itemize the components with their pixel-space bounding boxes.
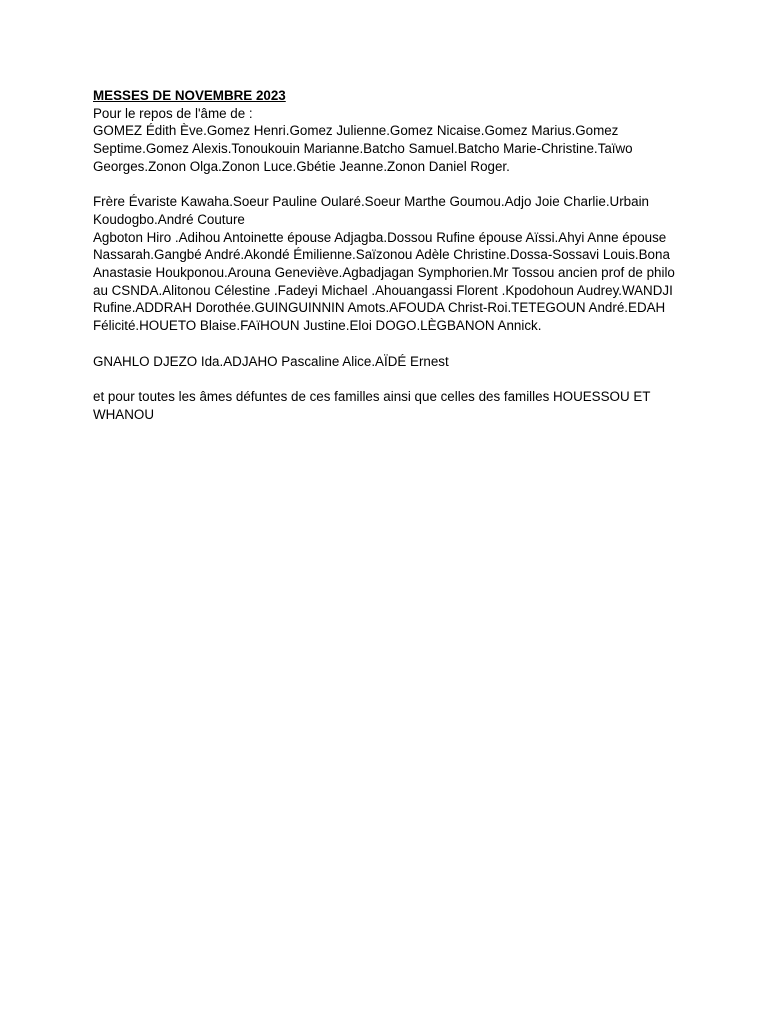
document-page xyxy=(93,87,678,423)
closing-paragraph: et pour toutes les âmes défuntes de ces familles ainsi que celles des familles HOUESSOU ET WHANOU xyxy=(93,388,651,422)
document-title: MESSES DE NOVEMBRE 2023 xyxy=(93,88,286,103)
paragraph-spacer xyxy=(93,370,678,388)
names-paragraph-others: Agboton Hiro .Adihou Antoinette épouse Adjagba.Dossou Rufine épouse Aïssi.Ahyi Anne épouse Nassarah.Gangbé André.Akondé Émilienne.Saïzonou Adèle Christine.Dossa-Sossavi Louis.Bona Anastasie Houkponou.Arouna Geneviève.Agbadjagan Symphorien.Mr Tossou ancien prof de philo au CSNDA.Alitonou Célestine .Fadeyi Michael .Ahouangassi Florent .Kpodohoun Audrey.WANDJI Rufine.ADDRAH Dorothée.GUINGUINNIN Amots.AFOUDA Christ-Roi.TETEGOUN André.EDAH Félicité.HOUETO Blaise.FAïHOUN Justine.Eloi DOGO.LÈGBANON Annick. xyxy=(93,229,675,334)
intro-line: Pour le repos de l'âme de : xyxy=(93,105,253,121)
paragraph-spacer xyxy=(93,335,678,353)
names-paragraph-gnahlo: GNAHLO DJEZO Ida.ADJAHO Pascaline Alice.AÏDÉ Ernest xyxy=(93,353,449,369)
names-paragraph-gomez: GOMEZ Édith Ève.Gomez Henri.Gomez Julienne.Gomez Nicaise.Gomez Marius.Gomez Septime.Gomez Alexis.Tonoukouin Marianne.Batcho Samuel.Batcho Marie-Christine.Taïwo Georges.Zonon Olga.Zonon Luce.Gbétie Jeanne.Zonon Daniel Roger. xyxy=(93,123,633,174)
paragraph-spacer xyxy=(93,176,678,194)
names-paragraph-religious: Frère Évariste Kawaha.Soeur Pauline Oularé.Soeur Marthe Goumou.Adjo Joie Charlie.Urbain Koudogbo.André Couture xyxy=(93,194,649,227)
